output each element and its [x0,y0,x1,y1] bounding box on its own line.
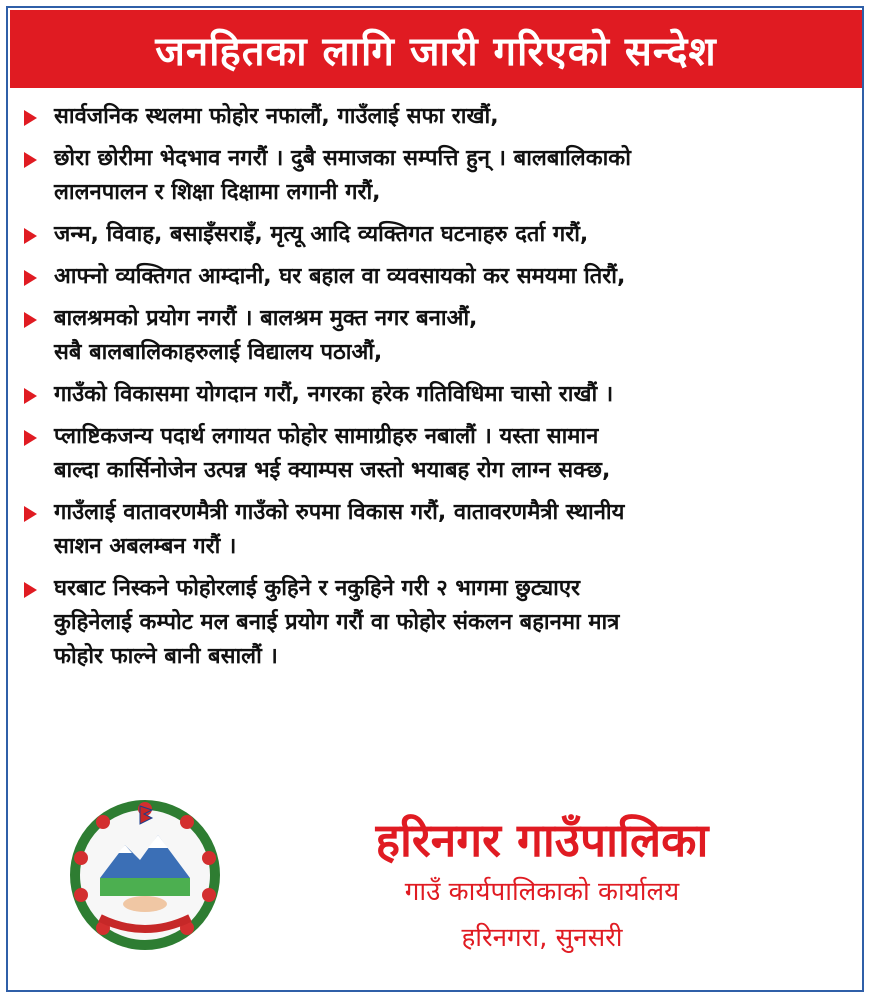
triangle-bullet-icon [24,430,37,446]
notice-item [18,218,858,252]
notice-text-line: जन्म, विवाह, बसाइँसराइँ, मृत्यू आदि व्यक्तिगत घटनाहरु दर्ता गरौं, [54,222,589,247]
notice-text-line: घरबाट निस्कने फोहोरलाई कुहिने र नकुहिने गरी २ भागमा छुट्याएर [54,576,581,601]
header-banner [10,10,862,88]
notice-text-line: सार्वजनिक स्थलमा फोहोर नफालौं, गाउँलाई सफा राखौं, [54,104,499,129]
triangle-bullet-icon [24,506,37,522]
triangle-bullet-icon [24,110,37,126]
notice-text-line: साशन अबलम्बन गरौं । [54,534,237,559]
office-address: हरिनगरा, सुनसरी [461,923,623,953]
notice-item [18,100,858,134]
triangle-bullet-icon [24,582,37,598]
notice-item [18,142,858,210]
triangle-bullet-icon [24,228,37,244]
triangle-bullet-icon [24,270,37,286]
triangle-bullet-icon [24,152,37,168]
notice-text-line: फोहोर फाल्ने बानी बसालौं । [54,644,278,669]
triangle-bullet-icon [24,388,37,404]
notice-text-line: बालश्रमको प्रयोग नगरौं । बालश्रम मुक्त नगर बनाऔं, [54,306,478,331]
notice-list [18,100,858,682]
notice-item [18,420,858,488]
notice-text-line: आफ्नो व्यक्तिगत आम्दानी, घर बहाल वा व्यवसायको कर समयमा तिरौं, [54,264,626,289]
notice-text-line: सबै बालबालिकाहरुलाई विद्यालय पठाऔं, [54,340,383,365]
nepal-government-emblem-icon [70,800,220,950]
notice-text-line: प्लाष्टिकजन्य पदार्थ लगायत फोहोर सामाग्रीहरु नबालौं । यस्ता सामान [54,424,599,449]
office-subtitle: गाउँ कार्यपालिकाको कार्यालय [404,877,680,907]
notice-item [18,496,858,564]
office-name: हरिनगर गाउँपालिका [375,813,709,867]
notice-item [18,260,858,294]
notice-text-line: कुहिनेलाई कम्पोट मल बनाई प्रयोग गरौं वा फोहोर संकलन बहानमा मात्र [54,610,620,635]
notice-item [18,572,858,674]
notice-text-line: गाउँलाई वातावरणमैत्री गाउँको रुपमा विकास गरौं, वातावरणमैत्री स्थानीय [54,500,625,525]
triangle-bullet-icon [24,312,37,328]
page-title: जनहितका लागि जारी गरिएको सन्देश [155,28,717,75]
notice-text-line: गाउँको विकासमा योगदान गरौं, नगरका हरेक गतिविधिमा चासो राखौं । [54,382,614,407]
notice-item [18,378,858,412]
notice-item [18,302,858,370]
notice-text-line: लालनपालन र शिक्षा दिक्षामा लगानी गरौं, [54,180,381,205]
notice-text-line: बाल्दा कार्सिनोजेन उत्पन्न भई क्याम्पस जस्तो भयाबह रोग लाग्न सक्छ, [54,458,611,483]
notice-text-line: छोरा छोरीमा भेदभाव नगरौं । दुबै समाजका सम्पत्ति हुन् । बालबालिकाको [54,146,631,171]
